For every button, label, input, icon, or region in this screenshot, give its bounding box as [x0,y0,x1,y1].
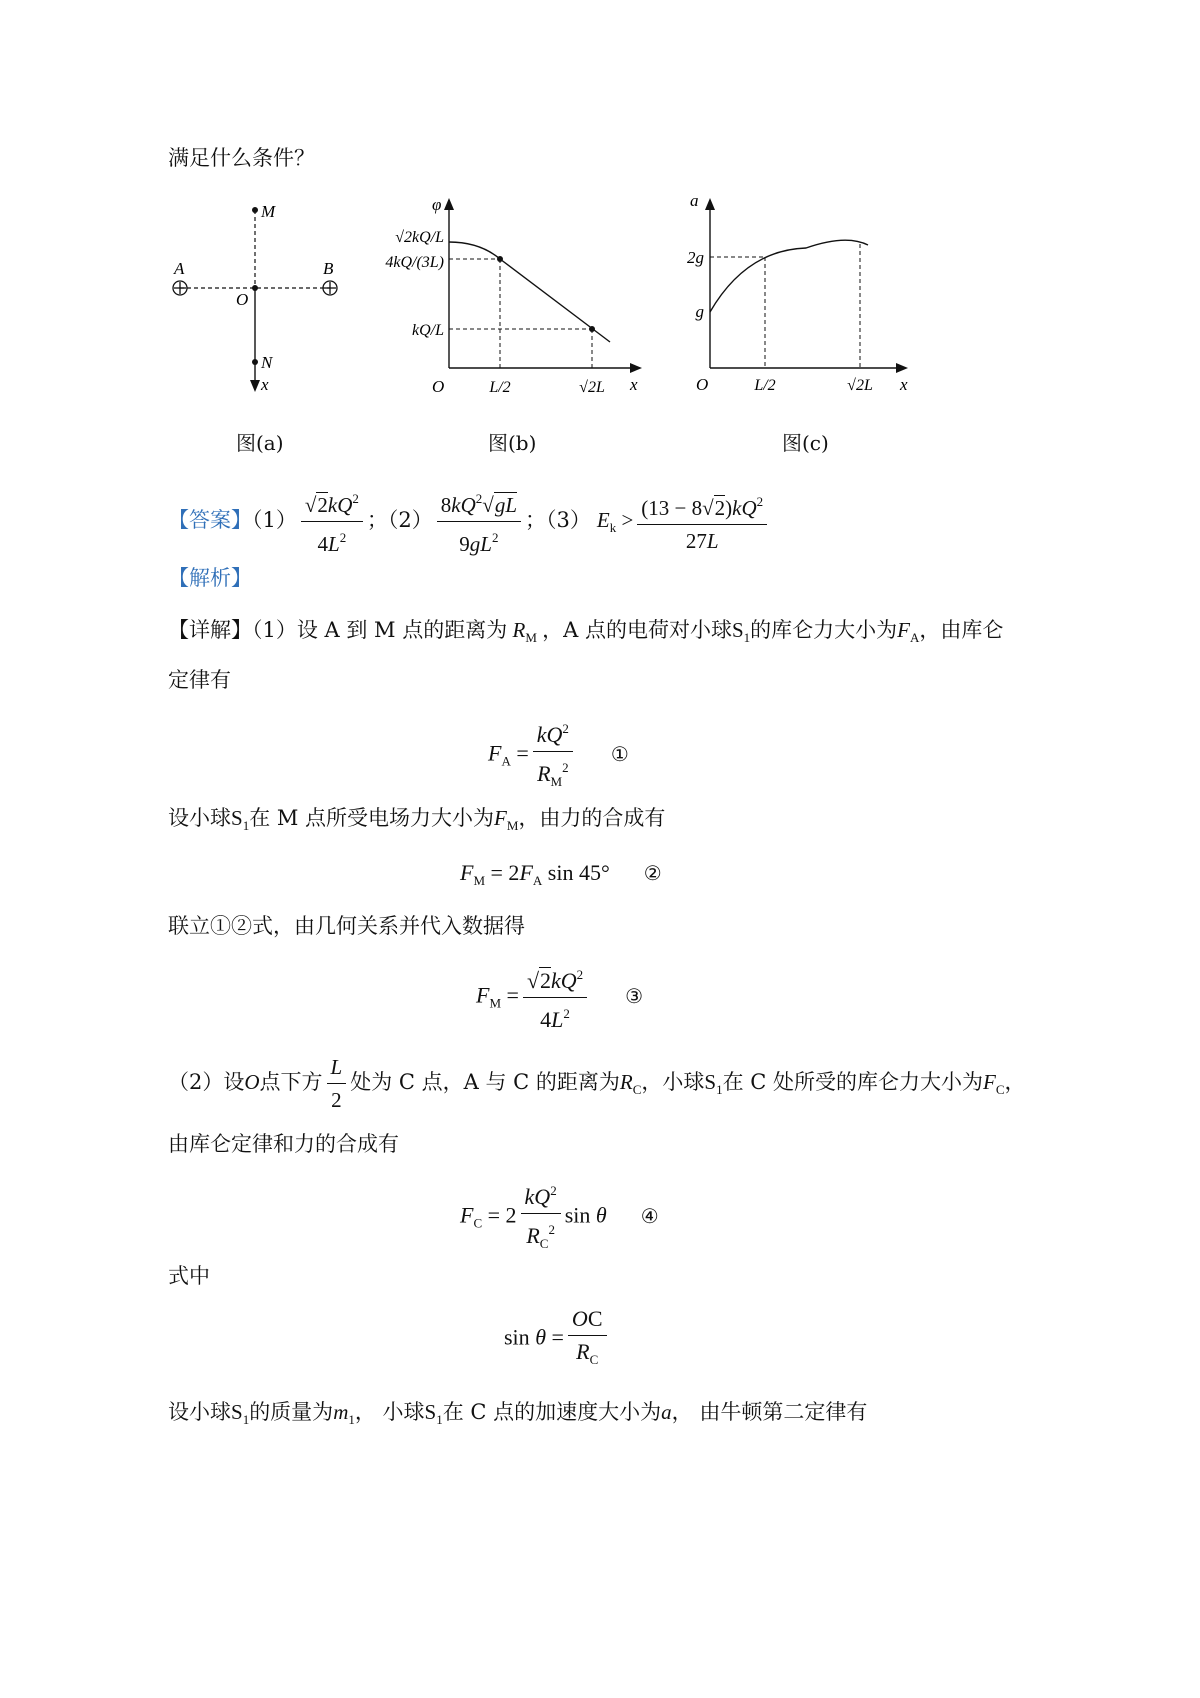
detail-line-8: 设小球$S_1$的质量为$m_1$， 小球$S_1$在 C 点的加速度大小为a， 由牛顿第二定律有 [168,1400,868,1427]
b-origin: O [432,377,445,396]
b-xtick-2: √2L [579,379,605,396]
answer-3-formula: $\frac{(13 - 8√2)kQ^2}{27L}$ [637,489,767,554]
label-N: N [261,353,273,372]
answer-p2: ；（2） [366,508,433,532]
detail-line-3: 设小球$S_1$在 M 点所受电场力大小为$F_M$，由力的合成有 [168,806,666,833]
symbol-RM: $R_M$ [507,618,537,645]
symbol-S1: $S_1$ [731,618,751,645]
figure-a [160,190,360,410]
c-ytick-1: 2g [687,248,704,267]
b-ytick-3: kQ/L [412,322,444,339]
marker-1: ① [610,743,629,766]
b-axis-y: φ [432,195,442,214]
equation-3: $F_M$ = $\frac{√2kQ^2}{4L^2}$ ③ [476,962,643,1033]
b-ytick-1: √2kQ/L [395,229,444,246]
label-M: M [261,202,276,221]
detail-line-5: （2）设O点下方 $\frac{L}{2}$ 处为 C 点，A 与 C 的距离为$R_C$，小球$S_1$在 C 处所受的库仑力大小为$F_C$， [168,1055,1026,1112]
detail-text-3a: 设小球 [168,806,231,830]
detail-text-3b: 在 M 点所受电场力大小为 [249,806,495,830]
detail-line-2: 定律有 [168,668,231,692]
caption-b: 图(b) [488,431,537,455]
marker-3: ③ [625,985,644,1008]
detail-text-8a: 设小球 [168,1400,231,1424]
c-origin: O [696,375,709,394]
figure-c [676,190,936,410]
question-tail: 满足什么条件？ [168,146,315,170]
answer-3-lhs: $E_k$ > [596,508,634,535]
detail-text-5a: （2）设 [168,1070,245,1094]
marker-4: ④ [640,1205,659,1228]
detail-text-5e: 在 C 处所受的库仑力大小为 [722,1070,984,1094]
b-axis-x: x [630,375,638,394]
detail-line-6: 由库仑定律和力的合成有 [168,1132,399,1156]
c-axis-x: x [900,375,908,394]
detail-text-1b: ，A 点的电荷对小球 [542,618,732,642]
detail-text-5c: 处为 C 点，A 与 C 的距离为 [350,1070,620,1094]
symbol-FA: $F_A$ [897,618,920,645]
detail-text-8e: ， 由牛顿第二定律有 [671,1400,868,1424]
detail-text-1a: （1）设 A 到 M 点的距离为 [252,618,508,642]
label-O: O [236,290,249,309]
label-B: B [323,259,334,278]
detail-line-1 [168,616,1003,652]
equation-2: $F_M = 2F_A$ sin 45° ② [460,860,662,888]
b-ytick-2: 4kQ/(3L) [385,254,444,271]
detail-label: 【详解】 [168,618,252,642]
detail-text-5f: ， [1004,1070,1026,1094]
c-xtick-1: L/2 [754,377,776,394]
detail-text-5d: ，小球 [641,1070,705,1094]
detail-line-4: 联立①②式，由几何关系并代入数据得 [168,914,525,938]
answer-2-formula: $\frac{8kQ^2√gL}{9gL^2}$ [437,486,521,557]
answer-label: 【答案】 [168,508,252,532]
answer-p3: ；（3） [525,508,591,532]
analysis-label: 【解析】 [168,566,252,590]
label-x: x [261,375,269,394]
c-axis-y: a [690,191,699,210]
detail-text-1d: ，由库仑 [919,618,1004,642]
detail-text-8b: 的质量为 [249,1400,334,1424]
answer-p1: （1） [252,508,297,532]
figure-b [362,190,662,410]
label-A: A [174,259,185,278]
detail-text-8c: ， 小球 [354,1400,425,1424]
b-xtick-1: L/2 [489,379,511,396]
equation-5: sin θ = $\frac{OC}{R_C}$ [504,1306,611,1373]
c-xtick-2: √2L [847,377,873,394]
caption-a: 图(a) [236,431,284,455]
equation-1: $F_A$ = $\frac{kQ^2}{R_M^2}$ ① [488,716,629,795]
detail-text-8d: 在 C 点的加速度大小为 [442,1400,662,1424]
c-ytick-2: g [695,302,704,321]
detail-text-1c: 的库仑力大小为 [750,618,898,642]
marker-2: ② [643,863,662,885]
answer-line [168,486,771,556]
detail-line-7: 式中 [168,1264,210,1288]
detail-text-3c: ，由力的合成有 [518,806,666,830]
equation-4: $F_C = 2$ $\frac{kQ^2}{R_C^2}$ sin θ ④ [460,1178,659,1257]
detail-text-5b: 点下方 [259,1070,323,1094]
answer-1-formula: $\frac{√2kQ^2}{4L^2}$ [301,486,363,557]
caption-c: 图(c) [782,431,829,455]
